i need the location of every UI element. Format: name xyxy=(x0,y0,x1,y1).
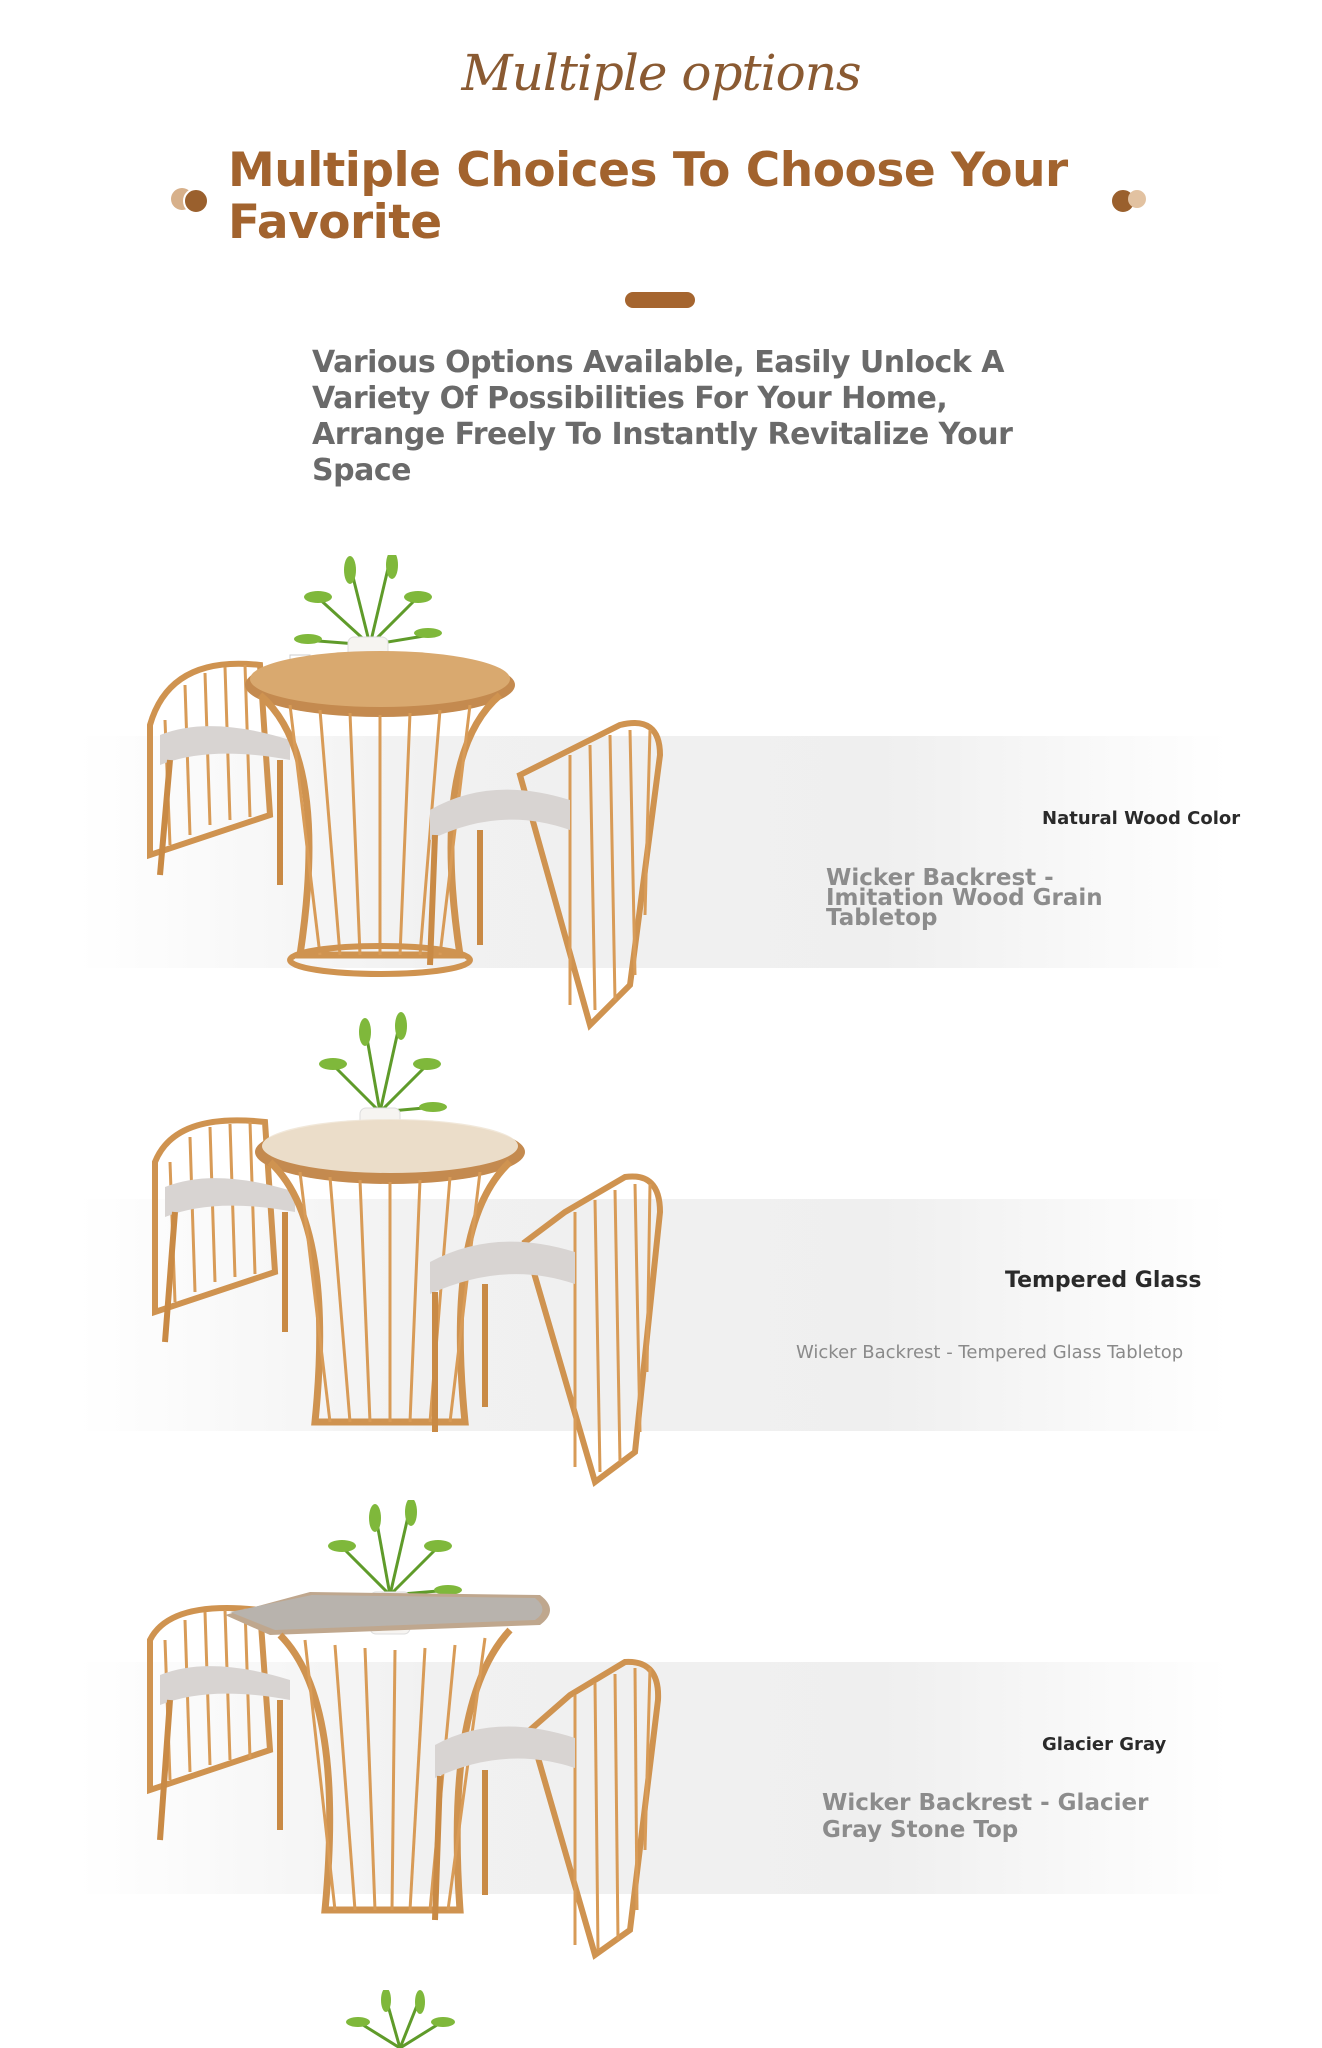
option-1-name: Natural Wood Color xyxy=(1042,808,1241,829)
right-dot-ornament xyxy=(1110,186,1150,212)
subtitle: Various Options Available, Easily Unlock A Variety Of Possibilities For Your Home, Arrange Freely To Instantly Revitalize Your Space xyxy=(312,345,1013,488)
option-2-name: Tempered Glass xyxy=(1005,1268,1202,1293)
left-dot-ornament xyxy=(171,186,211,212)
option-3-name: Glacier Gray xyxy=(1042,1734,1167,1755)
product-image-next-peek xyxy=(330,1990,470,2048)
product-image-stone-set xyxy=(130,1500,690,1960)
product-image-wood-set xyxy=(130,555,690,1045)
headline: Multiple Choices To Choose Your Favorite xyxy=(228,143,1068,250)
divider-dash xyxy=(625,292,695,308)
script-title: Multiple options xyxy=(461,44,861,102)
option-1-description: Wicker Backrest - Imitation Wood Grain Tabletop xyxy=(826,865,1103,931)
option-2-description: Wicker Backrest - Tempered Glass Tabletop xyxy=(796,1342,1184,1363)
product-image-glass-set xyxy=(135,1012,695,1492)
option-3-description: Wicker Backrest - Glacier Gray Stone Top xyxy=(822,1790,1149,1843)
